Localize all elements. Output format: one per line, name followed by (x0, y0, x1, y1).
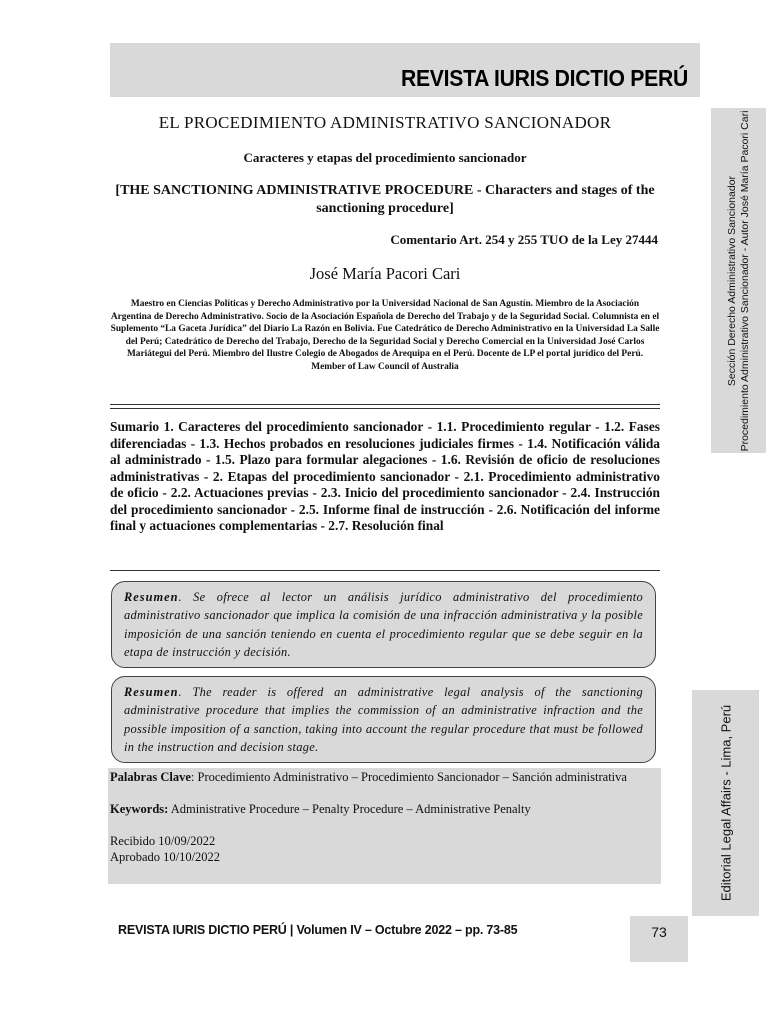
footer-citation: REVISTA IURIS DICTIO PERÚ | Volumen IV – Octubre 2022 – pp. 73-85 (118, 923, 518, 937)
keywords-spanish-label: Palabras Clave (110, 770, 191, 784)
journal-header (110, 43, 700, 97)
article-commentary: Comentario Art. 254 y 255 TUO de la Ley 27444 (390, 232, 658, 247)
author-name: José María Pacori Cari (309, 264, 461, 283)
divider-top-2 (110, 408, 660, 409)
received-date: Recibido 10/09/2022 (110, 834, 216, 848)
abstract-english (111, 676, 656, 763)
author-affiliation: Maestro en Ciencias Políticas y Derecho Administrativo por la Universidad Nacional de San Agustín. Miembro de la Asociación Argentina de Derecho Administrativo. Socio de la Asociación Española de Derecho del Trabajo y de la Seguridad Social. Columnista en el Suplemento “La Gaceta Jurídica” del Diario La Razón en Bolivia. Fue Catedrático de Derecho Administrativo en la Universidad La Salle del Perú; Catedrático de Derecho del Trabajo, Derecho de la Seguridad Social y Derecho Comercial en la Universidad José Carlos Mariátegui del Perú. Miembro del Ilustre Colegio de Abogados de Arequipa en el Perú. Docente de LP el portal jurídico del Perú. Member of Law Council of Australia (110, 299, 660, 372)
abstract-english-text: . The reader is offered an administrative legal analysis of the sanctioning administrative procedure that implies the commission of an administrative infraction and the possible imposition of a sanction, taking into account the regular procedure that must be followed in the instruction and decision stage. (124, 685, 643, 755)
side-tab-section-text (726, 110, 752, 451)
article-subtitle: Caracteres y etapas del procedimiento sancionador (243, 150, 527, 165)
side-tab-publisher-text: Editorial Legal Affairs - Lima, Perú (718, 704, 733, 902)
side-tab-section-line1: Sección Derecho Administrativo Sancionador (725, 175, 738, 386)
divider-top (110, 404, 660, 405)
article-title: EL PROCEDIMIENTO ADMINISTRATIVO SANCIONADOR (158, 113, 612, 132)
divider-bottom (110, 570, 660, 571)
summary-text: Sumario 1. Caracteres del procedimiento sancionador - 1.1. Procedimiento regular - 1.2. Fases diferenciadas - 1.3. Hechos probados en resoluciones judiciales firmes - 1.4. Notificación válida al administrado - 1.5. Plazo para formular alegaciones - 1.6. Revisión de oficio de resoluciones administrativas - 2. Etapas del procedimiento sancionador - 2.1. Procedimiento administrativo de oficio - 2.2. Actuaciones previas - 2.3. Inicio del procedimiento sancionador - 2.4. Instrucción del procedimiento sancionador - 2.5. Informe final de instrucción - 2.6. Notificación del informe final y actuaciones complementarias - 2.7. Resolución final (110, 419, 660, 533)
abstract-spanish-label: Resumen (124, 590, 179, 604)
keywords-spanish-text: : Procedimiento Administrativo – Procedimiento Sancionador – Sanción administrativa (190, 770, 627, 784)
page-number: 73 (630, 916, 688, 962)
keywords-spanish (110, 769, 659, 785)
abstract-english-label: Resumen (124, 685, 179, 699)
keywords-english-label: Keywords: (110, 802, 169, 816)
side-tab-section (711, 108, 766, 453)
approved-date: Aprobado 10/10/2022 (110, 850, 221, 864)
abstract-spanish-text: . Se ofrece al lector un análisis jurídico administrativo del procedimiento administrativo sancionador que implica la comisión de una infracción administrativa y la posible imposición de una sanción teniendo en cuenta el procedimiento regular que se debe seguir en la etapa de instrucción y decisión. (124, 590, 643, 660)
article-title-english: [THE SANCTIONING ADMINISTRATIVE PROCEDURE - Characters and stages of the sanctioning procedure] (115, 183, 655, 216)
keywords-box (108, 768, 661, 884)
journal-title: REVISTA IURIS DICTIO PERÚ (400, 65, 688, 91)
side-tab-publisher (692, 690, 759, 916)
side-tab-section-line2: Procedimiento Administrativo Sancionador - Autor José María Pacori Cari (738, 110, 751, 451)
keywords-english (110, 801, 659, 817)
abstract-spanish (111, 581, 656, 668)
keywords-english-text: Administrative Procedure – Penalty Procedure – Administrative Penalty (168, 802, 531, 816)
